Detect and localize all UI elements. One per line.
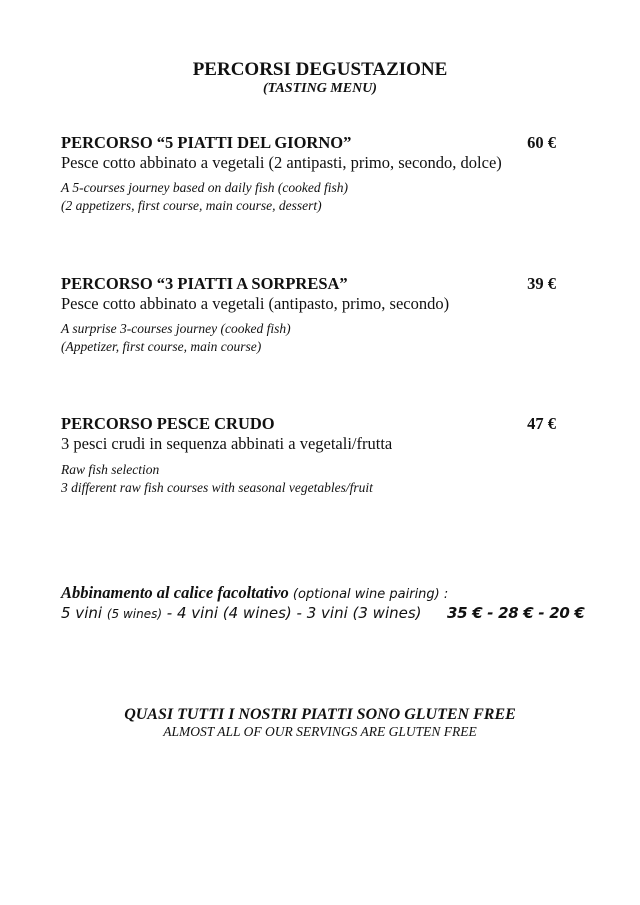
wine-pairing-prices: 35 € - 28 € - 20 € [447, 604, 585, 622]
course-english-line2: (2 appetizers, first course, main course, dessert) [61, 198, 322, 213]
course-description: 3 pesci crudi in sequenza abbinati a vegetali/frutta [61, 434, 393, 453]
course-english-line1: Raw fish selection [61, 462, 160, 477]
course-name: PERCORSO PESCE CRUDO [61, 414, 275, 433]
course-price: 47 € [527, 414, 556, 433]
page-subtitle: (TASTING MENU) [263, 81, 377, 96]
wine-pairing-colon: : [439, 587, 449, 602]
course-english-line2: (Appetizer, first course, main course) [61, 339, 262, 354]
course-english-line1: A 5-courses journey based on daily fish (cooked fish) [61, 180, 348, 195]
gluten-free-notice-english: ALMOST ALL OF OUR SERVINGS ARE GLUTEN FREE [163, 724, 477, 739]
gluten-free-notice-italian: QUASI TUTTI I NOSTRI PIATTI SONO GLUTEN FREE [124, 706, 516, 723]
wine-pairing-note: (optional wine pairing) [292, 587, 440, 602]
course-name: PERCORSO “5 PIATTI DEL GIORNO” [61, 133, 352, 152]
wine-pairing-heading [61, 583, 448, 605]
wine-pairing-options [61, 603, 422, 624]
wine-option-1-english: (5 wines) [106, 607, 163, 621]
course-price: 39 € [527, 274, 556, 293]
course-name: PERCORSO “3 PIATTI A SORPRESA” [61, 274, 348, 293]
course-description: Pesce cotto abbinato a vegetali (antipasto, primo, secondo) [61, 294, 450, 313]
wine-options-rest: - 4 vini (4 wines) - 3 vini (3 wines) [162, 604, 422, 622]
wine-option-1: 5 vini [61, 604, 107, 622]
course-description: Pesce cotto abbinato a vegetali (2 antipasti, primo, secondo, dolce) [61, 153, 502, 172]
page-title: PERCORSI DEGUSTAZIONE [192, 59, 448, 80]
wine-pairing-title: Abbinamento al calice facoltativo [61, 583, 289, 602]
course-english-line1: A surprise 3-courses journey (cooked fish) [61, 321, 291, 336]
course-price: 60 € [527, 133, 556, 152]
course-english-line2: 3 different raw fish courses with seasonal vegetables/fruit [61, 480, 373, 495]
